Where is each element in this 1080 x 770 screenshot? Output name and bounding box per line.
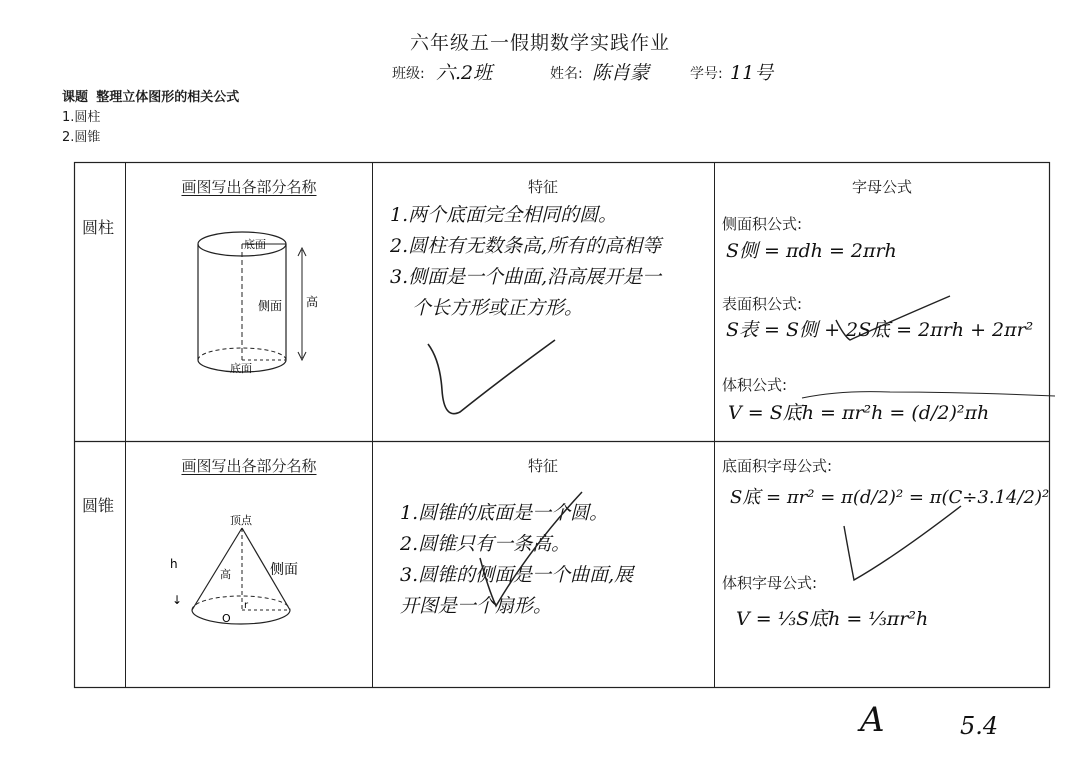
checkmark-icon <box>470 488 590 628</box>
cylinder-feature-3: 3.侧面是一个曲面,沿高展开是一 <box>390 266 662 288</box>
cone-volume-formula: V = ⅓S底h = ⅓πr²h <box>736 608 929 630</box>
cylinder-feature-2: 2.圆柱有无数条高,所有的高相等 <box>390 235 662 257</box>
row-label-cylinder: 圆柱 <box>82 218 115 237</box>
cyl-label-base-bottom: 底面 <box>230 362 252 375</box>
header-features-cone: 特征 <box>527 457 558 475</box>
topic-item-cone: 2.圆锥 <box>62 130 101 145</box>
topic-label: 课题 <box>62 90 89 105</box>
cone-label-r: r <box>244 600 249 611</box>
base-area-label: 底面积字母公式: <box>722 457 833 475</box>
checkmark-icon <box>830 290 960 360</box>
lateral-area-formula: S侧 = πdh = 2πrh <box>726 240 897 262</box>
cone-feature-3b: 开图是一个扇形。 <box>400 595 553 617</box>
row-label-cone: 圆锥 <box>82 496 115 515</box>
cone-feature-3: 3.圆锥的侧面是一个曲面,展 <box>400 564 634 586</box>
name-label: 姓名: <box>550 66 583 82</box>
lateral-area-label: 侧面积公式: <box>722 215 803 233</box>
class-value: 六.2班 <box>436 62 493 84</box>
arrow-down-icon: ↓ <box>172 593 183 607</box>
grade-mark: A <box>860 700 885 740</box>
cyl-label-side: 侧面 <box>258 299 283 313</box>
cylinder-feature-1: 1.两个底面完全相同的圆。 <box>390 204 618 226</box>
cone-label-apex: 顶点 <box>230 514 252 527</box>
cylinder-feature-3b: 个长方形或正方形。 <box>412 297 584 319</box>
scribble-line <box>800 372 1060 412</box>
cylinder-features <box>390 200 712 324</box>
cone-feature-2: 2.圆锥只有一条高。 <box>400 533 571 555</box>
surface-area-label: 表面积公式: <box>722 295 803 313</box>
volume-formula: V = S底h = πr²h = (d/2)²πh <box>728 402 990 424</box>
number-label: 学号: <box>690 66 723 82</box>
checkmark-icon <box>420 330 570 425</box>
base-area-formula: S底 = πr² = π(d/2)² = π(C÷3.14/2)² <box>730 487 1050 508</box>
cone-feature-1: 1.圆锥的底面是一个圆。 <box>400 502 609 524</box>
surface-area-formula: S表 = S侧 + 2S底 = 2πrh + 2πr² <box>726 319 1034 341</box>
cone-label-side: 侧面 <box>270 562 298 578</box>
topic-text: 整理立体图形的相关公式 <box>96 90 240 105</box>
header-draw-parts-cone: 画图写出各部分名称 <box>181 457 317 475</box>
number-value: 11号 <box>730 62 774 84</box>
header-draw-parts: 画图写出各部分名称 <box>181 178 317 196</box>
checkmark-icon <box>836 500 966 590</box>
date-mark: 5.4 <box>960 712 999 740</box>
volume-label: 体积公式: <box>722 376 788 394</box>
cone-label-height: 高 <box>220 568 231 581</box>
cone-volume-label: 体积字母公式: <box>722 574 818 592</box>
class-label: 班级: <box>392 66 425 82</box>
cyl-label-base-top: 底面 <box>244 238 266 251</box>
cylinder-diagram <box>180 222 330 382</box>
cone-diagram <box>160 508 340 638</box>
page-title: 六年级五一假期数学实践作业 <box>409 32 670 54</box>
name-value: 陈肖蒙 <box>592 62 650 84</box>
cone-label-h: h <box>170 557 178 571</box>
header-features: 特征 <box>527 178 558 196</box>
header-formulas: 字母公式 <box>851 178 912 196</box>
cone-label-o: O <box>222 612 231 625</box>
topic-item-cylinder: 1.圆柱 <box>62 110 101 125</box>
cyl-label-height: 高 <box>306 295 319 309</box>
